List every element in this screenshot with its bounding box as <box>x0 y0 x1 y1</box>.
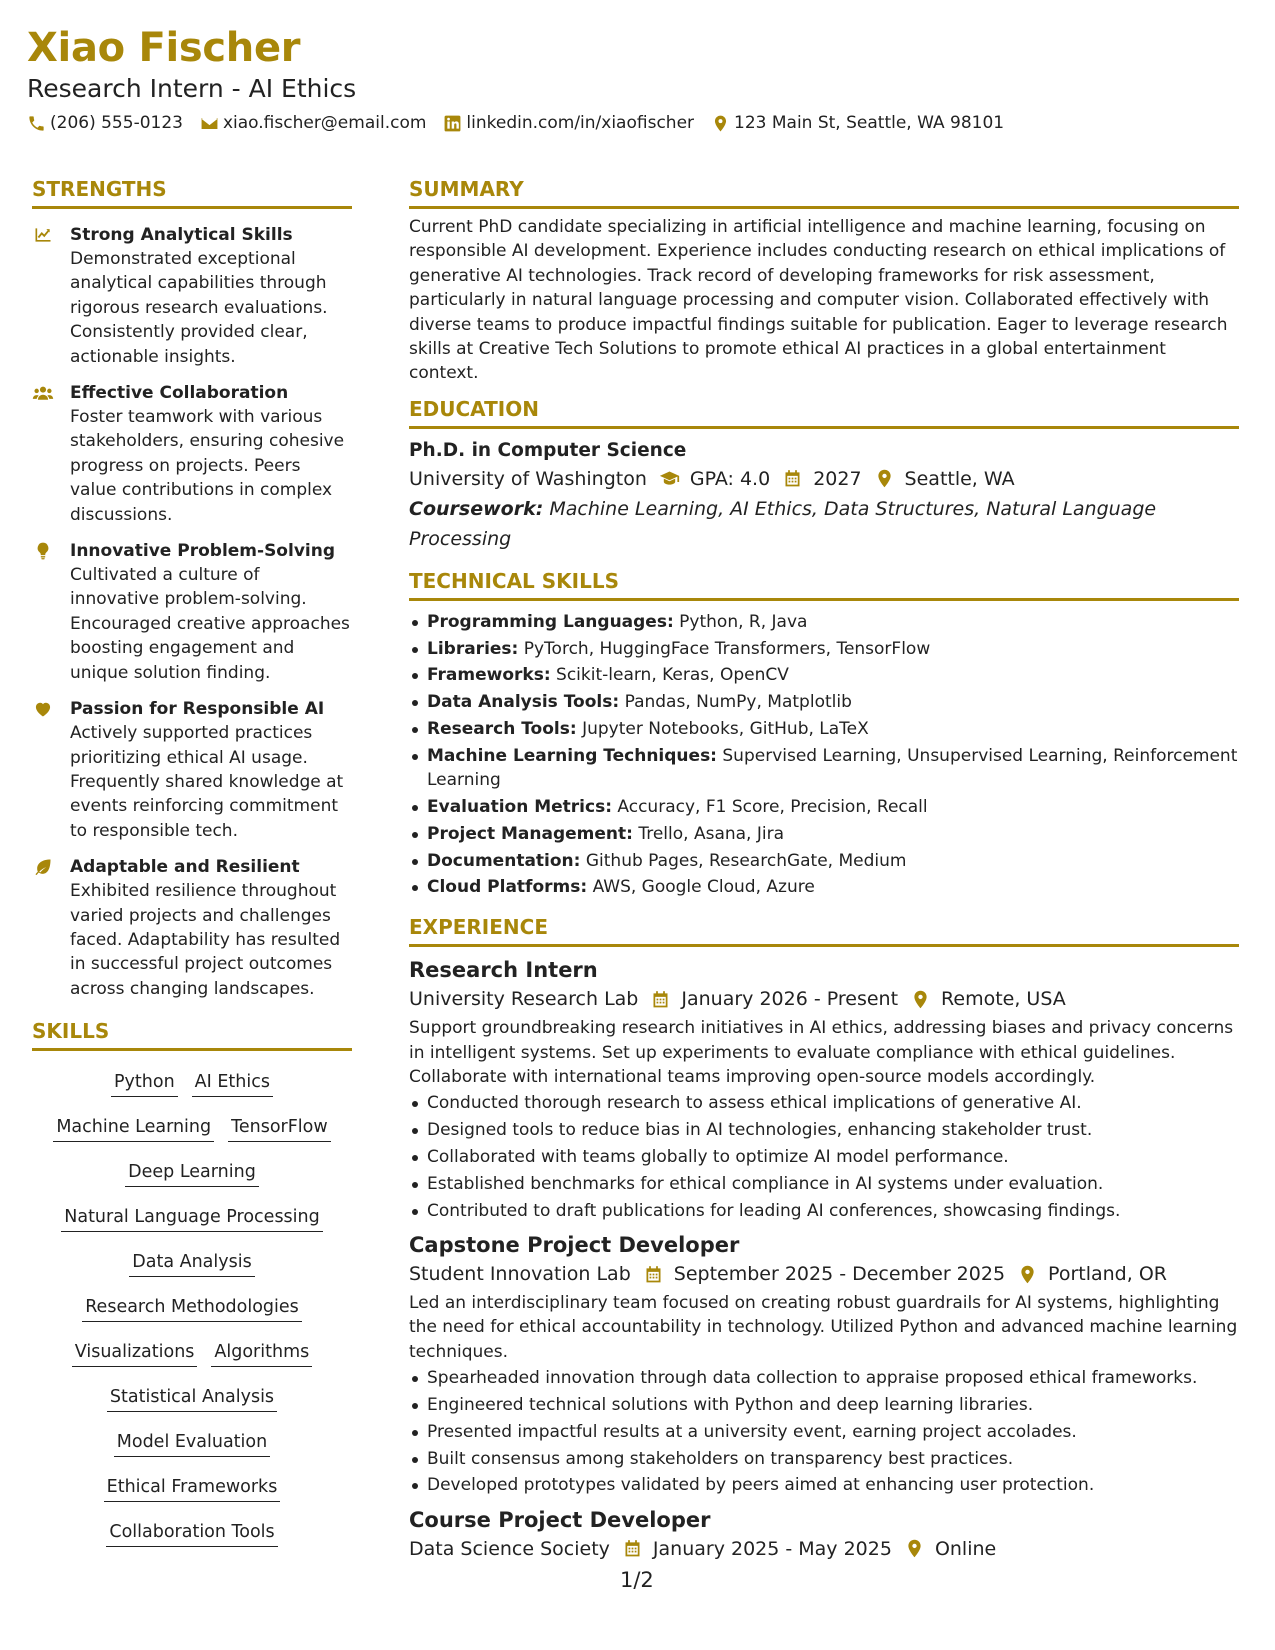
phone-text: (206) 555-0123 <box>50 113 183 133</box>
coursework-list: Machine Learning, AI Ethics, Data Structures, Natural Language Processing <box>409 497 1157 550</box>
skills-row <box>32 1467 352 1512</box>
skills-row <box>32 1152 352 1197</box>
technical-skill-item <box>409 744 1239 793</box>
skills-heading: SKILLS <box>32 1018 352 1051</box>
job-location: Online <box>934 1537 997 1560</box>
job-bullet: Engineered technical solutions with Python and deep learning libraries. <box>409 1393 1239 1417</box>
job-bullet: Built consensus among stakeholders on transparency best practices. <box>409 1447 1239 1471</box>
job-org: Student Innovation Lab <box>409 1263 631 1286</box>
strength-desc: Foster teamwork with various stakeholders, ensuring cohesive progress on projects. Peers value contributions in complex discussions. <box>70 407 345 525</box>
technical-skill-value: Trello, Asana, Jira <box>638 823 785 844</box>
strength-title: Effective Collaboration <box>70 383 289 404</box>
map-pin-icon <box>1017 1264 1038 1285</box>
heart-icon <box>32 699 54 719</box>
job-meta <box>409 1259 1239 1289</box>
skill-chip: Natural Language Processing <box>61 1206 323 1232</box>
experience-entry <box>409 956 1239 1223</box>
job-bullet: Collaborated with teams globally to optimize AI model performance. <box>409 1145 1239 1169</box>
coursework <box>409 494 1239 554</box>
linkedin-text: linkedin.com/in/xiaofischer <box>466 113 695 133</box>
job-dates: January 2025 - May 2025 <box>652 1537 892 1560</box>
strength-title: Innovative Problem-Solving <box>70 541 335 562</box>
skills-row <box>32 1197 352 1242</box>
job-description: Led an interdisciplinary team focused on creating robust guardrails for AI systems, highlighting the need for ethical accountability in technology. Utilized Python and advanced machine learning techniques. <box>409 1293 1238 1362</box>
skill-chip: AI Ethics <box>192 1071 273 1097</box>
school-name: University of Washington <box>409 467 647 490</box>
skill-chip: Statistical Analysis <box>107 1386 277 1412</box>
job-location: Portland, OR <box>1048 1263 1167 1286</box>
candidate-name: Xiao Fischer <box>27 25 301 71</box>
experience-heading: EXPERIENCE <box>409 914 1239 947</box>
strength-item <box>32 855 352 1001</box>
envelope-icon <box>200 114 219 133</box>
leaf-icon <box>32 857 54 877</box>
skill-chip: Model Evaluation <box>114 1431 270 1457</box>
coursework-label: Coursework: <box>409 497 544 520</box>
technical-skill-label: Cloud Platforms: <box>427 877 588 898</box>
job-bullet: Spearheaded innovation through data collection to appraise proposed ethical frameworks. <box>409 1366 1239 1390</box>
strength-desc: Cultivated a culture of innovative problem-solving. Encouraged creative approaches boosting engagement and unique solution finding. <box>70 565 350 683</box>
candidate-title: Research Intern - AI Ethics <box>27 74 357 103</box>
summary-heading: SUMMARY <box>409 176 1239 209</box>
skill-chip: Research Methodologies <box>82 1296 302 1322</box>
job-description: Support groundbreaking research initiatives in AI ethics, addressing biases and privacy concerns in intelligent systems. Set up experiments to evaluate compliance with ethical guidelines. Collaborate with international teams improving open-source models accordingly. <box>409 1018 1234 1088</box>
technical-skill-value: Supervised Learning, Unsupervised Learning, Reinforcement Learning <box>427 745 1238 791</box>
skills-row <box>32 1107 352 1152</box>
skills-row <box>32 1512 352 1557</box>
job-location: Remote, USA <box>941 988 1066 1011</box>
skill-chip: Deep Learning <box>125 1161 259 1187</box>
technical-skill-value: Github Pages, ResearchGate, Medium <box>585 850 907 871</box>
email-text: xiao.fischer@email.com <box>222 113 427 133</box>
degree-title: Ph.D. in Computer Science <box>409 439 687 461</box>
calendar-icon <box>622 1538 643 1559</box>
summary-text: Current PhD candidate specializing in artificial intelligence and machine learning, focusing on responsible AI development. Experience includes conducting research on ethical implications of generative AI technologies. Track record of developing frameworks for risk assessment, particularly in natural language processing and computer vision. Collaborated effectively with diverse teams to produce impactful findings suitable for publication. Eager to leverage research skills at Creative Tech Solutions to promote ethical AI practices in a global entertainment context. <box>409 217 1228 384</box>
experience-entry <box>409 1231 1239 1498</box>
technical-skill-label: Programming Languages: <box>427 611 674 632</box>
contact-phone[interactable] <box>27 112 183 134</box>
technical-skill-value: Pandas, NumPy, Matplotlib <box>624 692 852 713</box>
technical-skill-value: Accuracy, F1 Score, Precision, Recall <box>617 797 928 818</box>
technical-skill-label: Evaluation Metrics: <box>427 797 612 818</box>
technical-skill-value: PyTorch, HuggingFace Transformers, TensorFlow <box>523 638 931 659</box>
job-bullet: Presented impactful results at a university event, earning project accolades. <box>409 1420 1239 1444</box>
calendar-icon <box>650 989 671 1010</box>
job-bullet: Contributed to draft publications for leading AI conferences, showcasing findings. <box>409 1199 1239 1223</box>
calendar-icon <box>782 468 803 489</box>
linkedin-icon <box>443 114 462 133</box>
job-bullets <box>409 1366 1239 1498</box>
map-pin-icon <box>874 468 895 489</box>
technical-skill-value: Jupyter Notebooks, GitHub, LaTeX <box>582 719 869 740</box>
experience-list <box>409 956 1239 1564</box>
technical-skill-label: Research Tools: <box>427 719 577 740</box>
graduation-year: 2027 <box>813 467 862 490</box>
strength-desc: Demonstrated exceptional analytical capabilities through rigorous research evaluations. Consistently provided clear, actionable insights. <box>70 249 328 367</box>
technical-skill-label: Data Analysis Tools: <box>427 692 620 713</box>
strength-title: Adaptable and Resilient <box>70 857 300 878</box>
skill-chip: Python <box>111 1071 178 1097</box>
technical-skill-value: Scikit-learn, Keras, OpenCV <box>556 665 789 686</box>
technical-skill-label: Machine Learning Techniques: <box>427 745 717 766</box>
skill-chip: Machine Learning <box>53 1116 214 1142</box>
job-dates: January 2026 - Present <box>681 988 899 1011</box>
experience-entry <box>409 1506 1239 1564</box>
skill-chip: Visualizations <box>72 1341 198 1367</box>
technical-skill-value: AWS, Google Cloud, Azure <box>592 877 815 898</box>
strength-item <box>32 697 352 843</box>
skills-row <box>32 1062 352 1107</box>
graduation-cap-icon <box>659 468 680 489</box>
technical-skills-heading: TECHNICAL SKILLS <box>409 568 1239 601</box>
job-bullet: Conducted thorough research to assess ethical implications of generative AI. <box>409 1091 1239 1115</box>
skills-list <box>32 1060 352 1557</box>
calendar-icon <box>643 1264 664 1285</box>
skill-chip: Algorithms <box>211 1341 312 1367</box>
job-bullet: Established benchmarks for ethical compliance in AI systems under evaluation. <box>409 1172 1239 1196</box>
skill-chip: Ethical Frameworks <box>104 1476 281 1502</box>
resume-header <box>27 24 1021 134</box>
strength-desc: Actively supported practices prioritizing ethical AI usage. Frequently shared knowledge at events reinforcing commitment to responsible tech. <box>70 723 344 841</box>
technical-skill-item <box>409 822 1239 846</box>
technical-skill-item <box>409 637 1239 661</box>
technical-skills-list <box>409 610 1239 900</box>
education-heading: EDUCATION <box>409 396 1239 429</box>
technical-skill-label: Frameworks: <box>427 665 551 686</box>
job-org: University Research Lab <box>409 988 639 1011</box>
skills-row <box>32 1422 352 1467</box>
phone-icon <box>27 114 46 133</box>
strength-title: Passion for Responsible AI <box>70 699 325 720</box>
left-column <box>32 176 352 1557</box>
job-title: Research Intern <box>409 958 598 983</box>
contact-email[interactable] <box>200 112 426 134</box>
technical-skill-label: Project Management: <box>427 823 633 844</box>
map-pin-icon <box>910 989 931 1010</box>
job-bullet: Designed tools to reduce bias in AI technologies, enhancing stakeholder trust. <box>409 1118 1239 1142</box>
job-meta <box>409 1534 1239 1564</box>
job-title: Capstone Project Developer <box>409 1233 740 1258</box>
strength-item <box>32 539 352 685</box>
technical-skill-item <box>409 663 1239 687</box>
strength-desc: Exhibited resilience throughout varied projects and challenges faced. Adaptability has resulted in successful project outcomes across changing landscapes. <box>70 881 341 999</box>
contact-address <box>711 112 1004 134</box>
skills-row <box>32 1287 352 1332</box>
skills-row <box>32 1242 352 1287</box>
technical-skill-label: Libraries: <box>427 638 519 659</box>
job-bullet: Developed prototypes validated by peers aimed at enhancing user protection. <box>409 1473 1239 1497</box>
job-org: Data Science Society <box>409 1537 610 1560</box>
skills-row <box>32 1332 352 1377</box>
technical-skill-value: Python, R, Java <box>679 611 808 632</box>
strength-item <box>32 223 352 369</box>
technical-skill-item <box>409 690 1239 714</box>
contact-linkedin[interactable] <box>443 112 694 134</box>
map-pin-icon <box>904 1538 925 1559</box>
lightbulb-icon <box>32 541 54 561</box>
technical-skill-item <box>409 795 1239 819</box>
technical-skill-item <box>409 610 1239 634</box>
page-number: 1/2 <box>620 1568 654 1592</box>
skill-chip: Data Analysis <box>129 1251 254 1277</box>
job-meta <box>409 984 1239 1014</box>
education-meta <box>409 464 1239 494</box>
strength-item <box>32 381 352 527</box>
gpa: GPA: 4.0 <box>689 467 771 490</box>
job-dates: September 2025 - December 2025 <box>673 1263 1006 1286</box>
skill-chip: Collaboration Tools <box>106 1521 277 1547</box>
technical-skill-item <box>409 849 1239 873</box>
skills-row <box>32 1377 352 1422</box>
contact-bar <box>27 112 1021 134</box>
right-column <box>409 176 1239 1572</box>
address-text: 123 Main St, Seattle, WA 98101 <box>734 113 1005 133</box>
technical-skill-item <box>409 875 1239 899</box>
job-bullets <box>409 1091 1239 1223</box>
skill-chip: TensorFlow <box>228 1116 331 1142</box>
strength-title: Strong Analytical Skills <box>70 225 293 245</box>
education-location: Seattle, WA <box>904 467 1015 490</box>
technical-skill-item <box>409 717 1239 741</box>
map-pin-icon <box>711 114 730 133</box>
chart-line-icon <box>32 225 54 245</box>
strengths-heading: STRENGTHS <box>32 176 352 209</box>
job-title: Course Project Developer <box>409 1507 711 1532</box>
technical-skill-label: Documentation: <box>427 850 581 871</box>
users-icon <box>32 383 54 403</box>
